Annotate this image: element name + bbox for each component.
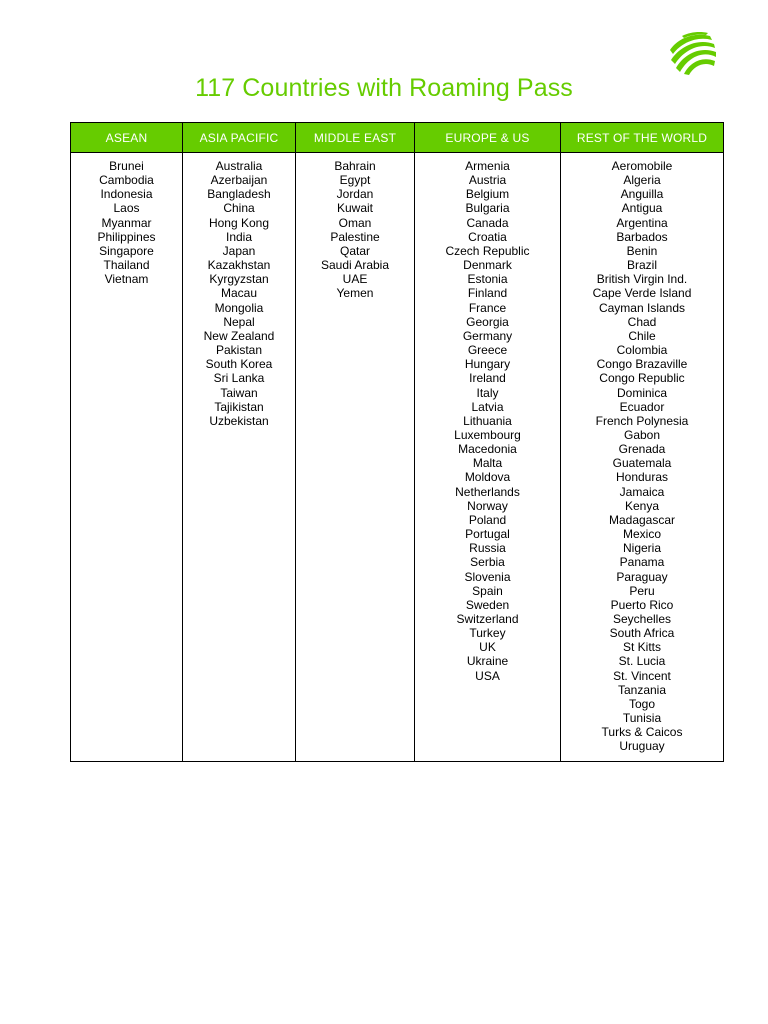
country-item: Hungary (464, 357, 511, 372)
region-column-middle-east (296, 123, 415, 761)
country-item: China (223, 201, 255, 216)
country-item: Colombia (616, 343, 668, 358)
country-item: Algeria (623, 173, 661, 188)
country-item: Pakistan (215, 343, 263, 358)
country-item: Argentina (616, 215, 668, 230)
country-item: Honduras (615, 470, 669, 485)
country-item: New Zealand (203, 328, 275, 343)
country-item: Norway (467, 498, 508, 513)
column-header: ASEAN (71, 123, 182, 153)
country-item: Sri Lanka (213, 371, 265, 386)
country-item: Ecuador (619, 399, 665, 414)
country-item: Tunisia (622, 711, 662, 726)
country-item: Uzbekistan (209, 413, 269, 428)
country-item: Canada (466, 215, 509, 230)
country-item: South Korea (205, 357, 273, 372)
column-header: REST OF THE WORLD (561, 123, 723, 153)
country-item: Congo Brazaville (596, 357, 688, 372)
country-item: Czech Republic (445, 243, 530, 258)
country-item: Mongolia (214, 300, 264, 315)
country-item: Serbia (470, 555, 505, 570)
country-list (183, 153, 295, 428)
country-item: Switzerland (456, 612, 519, 626)
country-item: Bangladesh (207, 187, 271, 202)
country-item: Portugal (465, 527, 510, 542)
country-item: UK (479, 640, 496, 655)
country-item: Italy (476, 385, 499, 400)
country-item: India (225, 229, 253, 244)
country-item: Kenya (624, 498, 660, 513)
country-item: Turks & Caicos (601, 725, 683, 740)
country-item: Turkey (469, 626, 506, 641)
country-item: Slovenia (464, 569, 511, 584)
region-column-europe-us (415, 123, 561, 761)
country-item: Spain (472, 583, 503, 598)
country-item: Thailand (103, 258, 150, 273)
country-item: Gabon (623, 427, 661, 442)
country-item: UAE (342, 272, 368, 287)
country-item: Moldova (464, 470, 511, 485)
country-item: Belgium (465, 187, 510, 202)
country-item: Cayman Islands (598, 300, 686, 315)
country-item: Congo Republic (599, 371, 685, 386)
country-item: Dominica (616, 385, 667, 400)
country-item: French Polynesia (595, 413, 689, 428)
country-item: Bulgaria (465, 201, 510, 216)
roaming-countries-table (70, 122, 724, 762)
country-item: Jamaica (619, 484, 665, 499)
country-list (415, 153, 560, 683)
country-item: Aeromobile (611, 159, 673, 173)
country-item: Anguilla (620, 187, 664, 202)
country-item: Ireland (469, 371, 506, 386)
country-item: Singapore (99, 243, 154, 258)
country-list (296, 153, 414, 301)
column-header: ASIA PACIFIC (183, 123, 295, 153)
country-item: Benin (626, 243, 658, 258)
column-header: EUROPE & US (415, 123, 560, 153)
country-item: Kyrgyzstan (209, 272, 269, 287)
country-item: Brunei (109, 159, 144, 173)
country-item: Azerbaijan (210, 173, 268, 188)
country-item: Indonesia (100, 187, 153, 202)
country-item: Croatia (468, 229, 507, 244)
country-item: Denmark (463, 258, 512, 273)
country-item: Myanmar (101, 215, 152, 230)
region-column-rest-of-world (561, 123, 723, 761)
country-item: Panama (619, 555, 665, 570)
country-list (71, 153, 182, 286)
region-column-asia-pacific (183, 123, 296, 761)
country-item: Madagascar (608, 512, 676, 527)
country-item: Germany (462, 328, 513, 343)
country-item: Austria (468, 173, 507, 188)
country-item: Jordan (336, 187, 374, 202)
country-item: Tajikistan (214, 399, 264, 414)
country-item: Russia (469, 541, 506, 556)
country-item: Saudi Arabia (320, 258, 390, 273)
country-item: Malta (472, 456, 503, 471)
country-item: Vietnam (104, 272, 149, 287)
country-item: Hong Kong (208, 215, 270, 230)
country-item: Latvia (471, 399, 504, 414)
country-item: St. Lucia (618, 654, 666, 669)
country-item: Japan (222, 243, 256, 258)
country-item: South Africa (609, 626, 675, 641)
country-item: Estonia (467, 272, 508, 287)
country-item: St Kitts (622, 640, 661, 655)
country-item: Finland (467, 286, 508, 301)
country-item: Grenada (618, 442, 666, 457)
country-item: Chad (627, 314, 657, 329)
swirl-logo-icon (668, 30, 718, 76)
country-item: Guatemala (612, 456, 672, 471)
country-item: Georgia (466, 314, 509, 329)
country-item: Netherlands (455, 484, 520, 499)
country-item: USA (475, 668, 500, 683)
country-item: British Virgin Ind. (596, 272, 688, 287)
country-item: Taiwan (220, 385, 258, 400)
country-item: Togo (628, 696, 656, 711)
country-item: Mexico (622, 527, 661, 542)
country-item: Barbados (616, 229, 668, 244)
country-item: Paraguay (616, 569, 668, 584)
country-item: St. Vincent (613, 668, 671, 683)
country-item: Sweden (465, 597, 510, 612)
country-item: Ukraine (466, 654, 509, 669)
country-item: Kazakhstan (207, 258, 271, 273)
country-item: Nepal (223, 314, 255, 329)
country-item: Cape Verde Island (592, 286, 692, 301)
country-item: Macedonia (458, 442, 517, 457)
country-item: Oman (338, 215, 372, 230)
country-item: Armenia (465, 159, 510, 173)
country-item: Yemen (336, 286, 374, 301)
country-item: Kuwait (336, 201, 374, 216)
country-item: Chile (628, 328, 656, 343)
country-item: Puerto Rico (610, 597, 674, 612)
country-list (561, 153, 723, 754)
country-item: Lithuania (463, 413, 512, 428)
country-item: France (468, 300, 507, 315)
country-item: Seychelles (612, 612, 672, 626)
country-item: Brazil (626, 258, 657, 273)
country-item: Peru (629, 583, 655, 598)
country-item: Macau (220, 286, 258, 301)
column-header: MIDDLE EAST (296, 123, 414, 153)
country-item: Palestine (330, 229, 380, 244)
country-item: Greece (467, 343, 508, 358)
country-item: Tanzania (617, 682, 667, 697)
country-item: Nigeria (622, 541, 661, 556)
country-item: Australia (215, 159, 263, 173)
country-item: Cambodia (99, 173, 154, 188)
page-title: 117 Countries with Roaming Pass (195, 74, 573, 102)
country-item: Egypt (339, 173, 371, 188)
country-item: Antigua (621, 201, 663, 216)
country-item: Poland (468, 512, 507, 527)
region-column-asean (71, 123, 183, 761)
country-item: Laos (113, 201, 140, 216)
country-item: Uruguay (619, 739, 665, 754)
country-item: Qatar (339, 243, 370, 258)
country-item: Bahrain (334, 159, 376, 173)
country-item: Luxembourg (454, 427, 521, 442)
country-item: Philippines (97, 229, 156, 244)
